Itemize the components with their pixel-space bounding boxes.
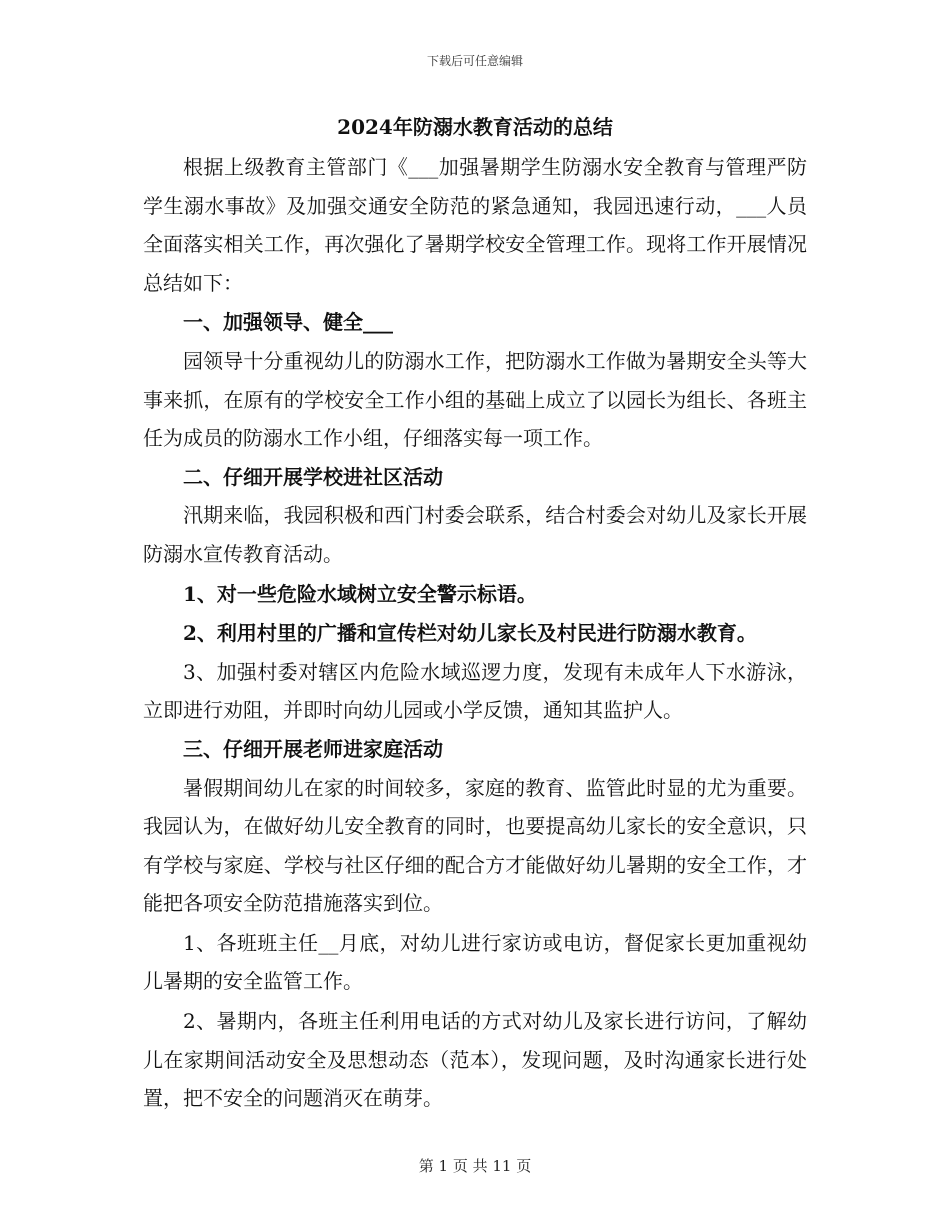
paragraph: 园领导十分重视幼儿的防溺水工作，把防溺水工作做为暑期安全头等大事来抓，在原有的学校安全工作小组的基础上成立了以园长为组长、各班主任为成员的防溺水工作小组，仔细落实每一项工作。: [143, 348, 807, 451]
paragraph: 暑假期间幼儿在家的时间较多，家庭的教育、监管此时显的尤为重要。我园认为，在做好幼儿安全教育的同时，也要提高幼儿家长的安全意识，只有学校与家庭、学校与社区仔细的配合方才能做好幼儿暑期的安全工作，才能把各项安全防范措施落实到位。: [143, 775, 807, 916]
paragraph: 汛期来临，我园积极和西门村委会联系，结合村委会对幼儿及家长开展防溺水宣传教育活动。: [143, 503, 807, 566]
document-title: 2024年防溺水教育活动的总结: [337, 115, 613, 139]
page-number: 第 1 页 共 11 页: [418, 1157, 532, 1175]
list-item: 2、暑期内，各班主任利用电话的方式对幼儿及家长进行访问，了解幼儿在家期间活动安全及思想动态（范本），发现问题，及时沟通家长进行处置，把不安全的问题消灭在萌芽。: [143, 1009, 807, 1111]
section-heading: 二、仔细开展学校进社区活动: [183, 464, 443, 489]
list-item: 1、对一些危险水域树立安全警示标语。: [183, 581, 537, 606]
list-item: 1、各班班主任__月底，对幼儿进行家访或电访，督促家长更加重视幼儿暑期的安全监管工作。: [143, 930, 807, 994]
section-heading: 三、仔细开展老师进家庭活动: [183, 736, 443, 761]
paragraph: 根据上级教育主管部门《___加强暑期学生防溺水安全教育与管理严防学生溺水事故》及加强交通安全防范的紧急通知，我园迅速行动，___人员全面落实相关工作，再次强化了暑期学校安全管理工作。现将工作开展情况总结如下：: [143, 155, 807, 295]
header-note: 下载后可任意编辑: [426, 54, 523, 68]
document-body: [143, 148, 807, 1118]
list-item: 3、加强村委对辖区内危险水域巡逻力度，发现有未成年人下水游泳，立即进行劝阻，并即时向幼儿园或小学反馈，通知其监护人。: [143, 659, 807, 723]
section-heading: 一、加强领导、健全___: [183, 310, 393, 335]
list-item: 2、利用村里的广播和宣传栏对幼儿家长及村民进行防溺水教育。: [183, 621, 757, 646]
